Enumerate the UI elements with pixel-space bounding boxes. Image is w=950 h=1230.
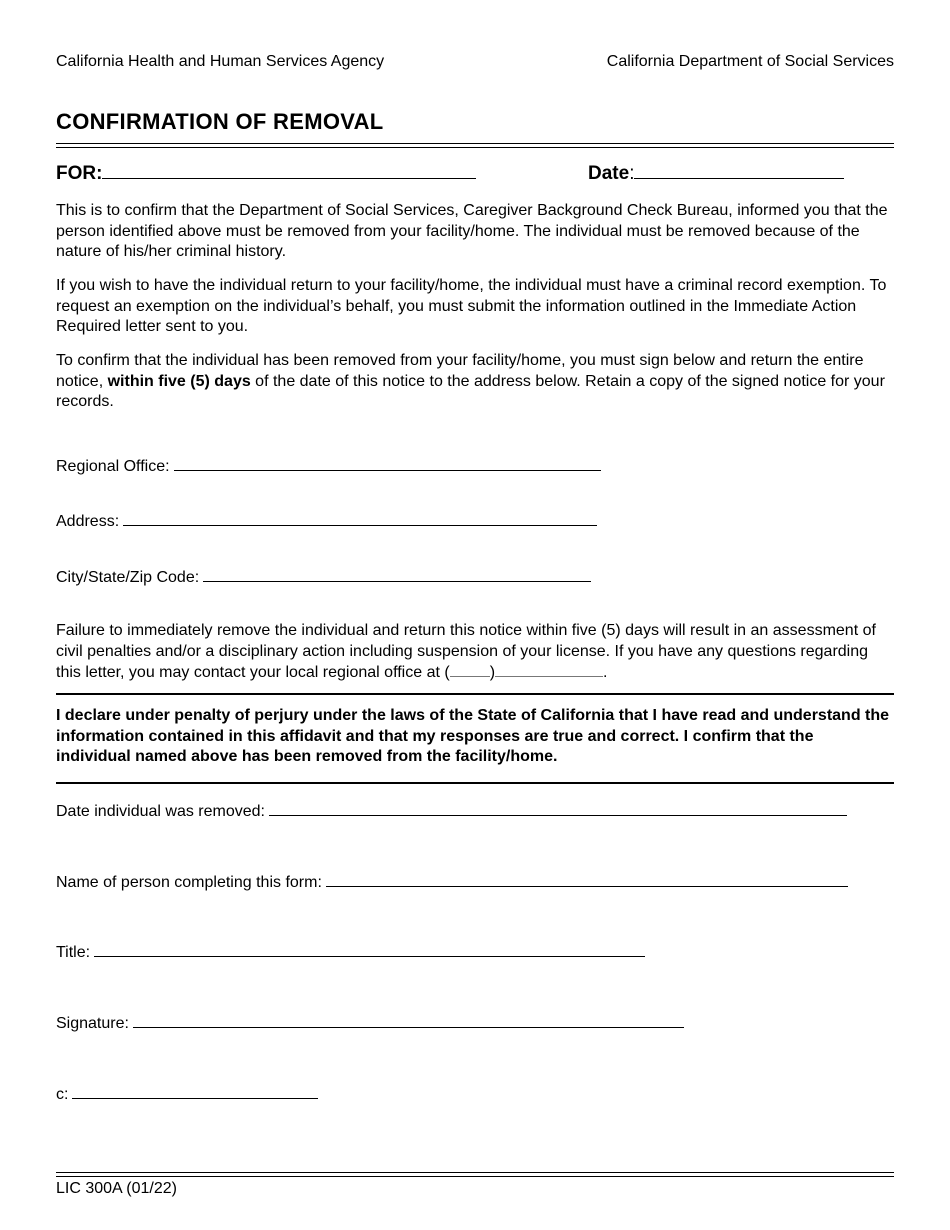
name-completing-label: Name of person completing this form:	[56, 874, 322, 891]
cc-input-line[interactable]	[72, 1083, 318, 1099]
agency-name: California Health and Human Services Agency	[56, 53, 385, 70]
form-number: LIC 300A (01/22)	[56, 1180, 177, 1197]
phone-number-line[interactable]	[495, 662, 603, 677]
date-input-line[interactable]	[634, 161, 844, 179]
paragraph-intro: This is to confirm that the Department of Social Services, Caregiver Background Check Bureau, informed you that the person identified above must be removed from your facility/home. The individual must be removed because of the nature of his/her criminal history.	[56, 202, 888, 260]
cc-field[interactable]	[56, 1083, 318, 1104]
footer-divider	[56, 1172, 894, 1177]
cc-label: c:	[56, 1086, 69, 1103]
regional-office-input-line[interactable]	[174, 455, 601, 471]
date-field[interactable]	[588, 161, 844, 185]
date-removed-label: Date individual was removed:	[56, 803, 265, 820]
name-completing-field[interactable]	[56, 871, 848, 892]
paragraph-failure-notice: Failure to immediately remove the individual and return this notice within five (5) days will result in an assessment of civil penalties and/or a disciplinary action including suspension of your license. If you have any questions regarding this letter, you may contact your local regional office at ( ) .	[56, 622, 876, 681]
address-input-line[interactable]	[123, 510, 597, 526]
paragraph-instructions: To confirm that the individual has been removed from your facility/home, you must sign below and return the entire notice, within five (5) days of the date of this notice to the address below. Retain a copy of the signed notice for your records.	[56, 352, 885, 410]
address-field[interactable]	[56, 510, 597, 531]
city-state-zip-label: City/State/Zip Code:	[56, 569, 200, 586]
title-input-line[interactable]	[94, 941, 645, 957]
form-title: CONFIRMATION OF REMOVAL	[56, 109, 384, 134]
for-field[interactable]	[56, 161, 476, 185]
declaration-bottom-rule	[56, 782, 894, 784]
regional-office-label: Regional Office:	[56, 458, 170, 475]
date-label: Date	[588, 163, 630, 184]
title-field[interactable]	[56, 941, 645, 962]
signature-label: Signature:	[56, 1015, 129, 1032]
declaration-statement: I declare under penalty of perjury under the laws of the State of California that I have read and understand the information contained in this affidavit and that my responses are true and correct. I confirm that the individual named above has been removed from the facility/home.	[56, 707, 890, 765]
for-input-line[interactable]	[102, 161, 476, 179]
area-code-line[interactable]	[450, 662, 490, 677]
date-colon: :	[629, 163, 635, 184]
deadline-emphasis: within five (5) days	[107, 372, 251, 390]
name-completing-input-line[interactable]	[326, 871, 848, 887]
regional-office-field[interactable]	[56, 455, 601, 476]
title-divider	[56, 143, 894, 148]
signature-input-line[interactable]	[133, 1012, 684, 1028]
declaration-top-rule	[56, 693, 894, 695]
city-state-zip-input-line[interactable]	[203, 566, 591, 582]
title-label: Title:	[56, 944, 91, 961]
paragraph-exemption: If you wish to have the individual return to your facility/home, the individual must have a criminal record exemption. To request an exemption on the individual’s behalf, you must submit the information outlined in the Immediate Action Required letter sent to you.	[56, 277, 887, 335]
date-removed-input-line[interactable]	[269, 800, 847, 816]
signature-field[interactable]	[56, 1012, 684, 1033]
date-removed-field[interactable]	[56, 800, 847, 821]
for-label: FOR:	[56, 163, 103, 184]
city-state-zip-field[interactable]	[56, 566, 591, 587]
department-name: California Department of Social Services	[606, 53, 894, 70]
address-label: Address:	[56, 513, 120, 530]
